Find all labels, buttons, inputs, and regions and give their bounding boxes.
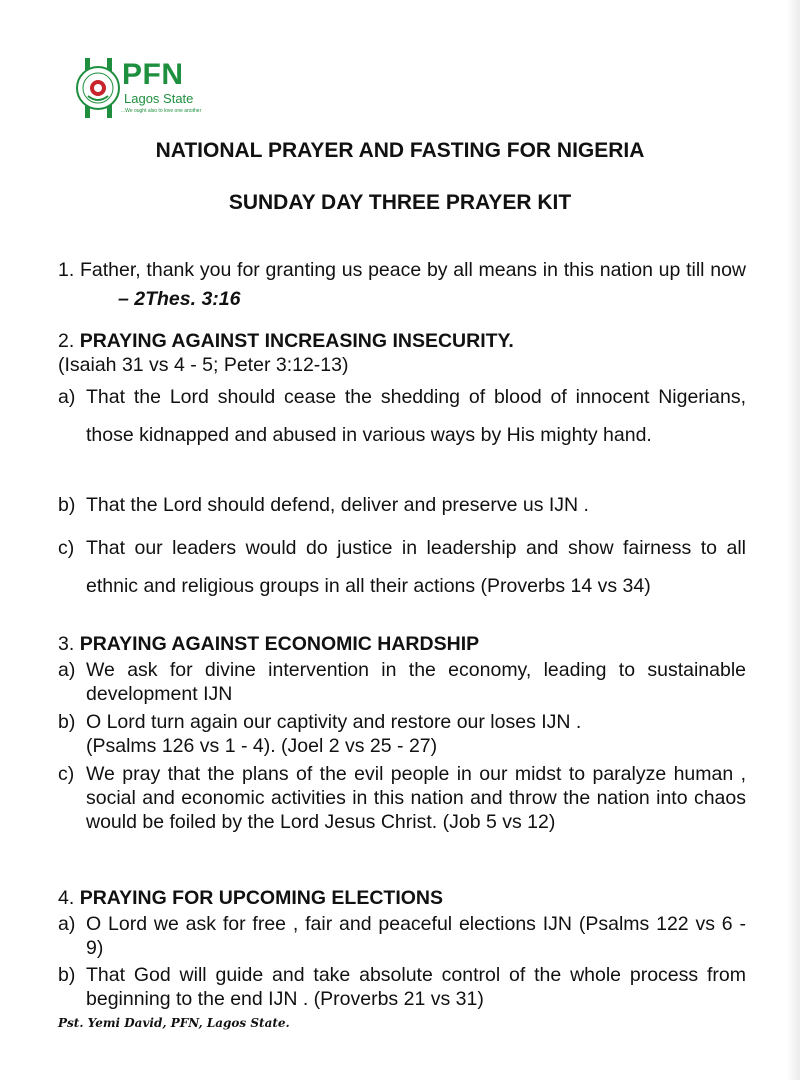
item-text: That our leaders would do justice in leadership and show fairness to all ethnic and religious groups in all their actions (Proverbs 14 vs 34) bbox=[86, 537, 746, 597]
section-2-item-b bbox=[58, 491, 746, 519]
pfn-logo bbox=[74, 56, 224, 122]
page-edge-shadow bbox=[786, 0, 800, 1080]
section-2-heading bbox=[58, 329, 514, 353]
section-4-heading bbox=[58, 886, 443, 910]
point-1-text: 1. Father, thank you for granting us peace by all means in this nation up till now bbox=[58, 259, 746, 281]
item-text: O Lord we ask for free , fair and peaceful elections IJN (Psalms 122 vs 6 - 9) bbox=[86, 913, 746, 959]
section-2-title: PRAYING AGAINST INCREASING INSECURITY. bbox=[79, 330, 514, 352]
section-4-item-b bbox=[58, 963, 746, 1011]
section-3-title: PRAYING AGAINST ECONOMIC HARDSHIP bbox=[79, 633, 480, 655]
item-text-references: (Psalms 126 vs 1 - 4). (Joel 2 vs 25 - 27) bbox=[86, 735, 438, 757]
section-3-number: 3. bbox=[58, 633, 75, 655]
section-2-number: 2. bbox=[58, 330, 75, 352]
logo-region: Lagos State bbox=[124, 91, 194, 106]
section-4-title: PRAYING FOR UPCOMING ELECTIONS bbox=[79, 887, 443, 909]
item-letter: b) bbox=[58, 494, 76, 516]
item-letter: c) bbox=[58, 763, 75, 785]
section-3-item-a bbox=[58, 658, 746, 706]
item-text: We ask for divine intervention in the economy, leading to sustainable development IJN bbox=[86, 659, 746, 705]
section-2-item-a bbox=[58, 378, 746, 454]
item-text: We pray that the plans of the evil people in our midst to paralyze human , social and economic activities in this nation and throw the nation into chaos would be foiled by the Lord Jesus Christ. (Job 5 vs 12) bbox=[86, 763, 746, 833]
logo-tagline: ...We ought also to love one another bbox=[121, 108, 202, 114]
item-letter: b) bbox=[58, 711, 76, 733]
document-subtitle: SUNDAY DAY THREE PRAYER KIT bbox=[228, 191, 572, 214]
logo-wordmark: PFN bbox=[122, 58, 184, 91]
item-letter: b) bbox=[58, 964, 76, 986]
point-1 bbox=[58, 256, 746, 314]
item-text: That the Lord should defend, deliver and preserve us IJN . bbox=[86, 494, 589, 516]
section-4-item-a bbox=[58, 912, 746, 960]
point-1-reference: – 2Thes. 3:16 bbox=[118, 288, 241, 310]
section-4-number: 4. bbox=[58, 887, 75, 909]
section-3-item-c bbox=[58, 762, 746, 834]
item-letter: c) bbox=[58, 537, 75, 559]
pfn-emblem-icon bbox=[74, 56, 122, 122]
item-text: O Lord turn again our captivity and restore our loses IJN . bbox=[86, 711, 582, 733]
document-title: NATIONAL PRAYER AND FASTING FOR NIGERIA bbox=[155, 139, 645, 162]
item-letter: a) bbox=[58, 659, 76, 681]
section-2-item-c bbox=[58, 529, 746, 605]
section-3-heading bbox=[58, 632, 479, 656]
section-3-item-b bbox=[58, 710, 746, 758]
item-text: That God will guide and take absolute control of the whole process from beginning to the end IJN . (Proverbs 21 vs 31) bbox=[86, 964, 746, 1010]
item-text: That the Lord should cease the shedding of blood of innocent Nigerians, those kidnapped and abused in various ways by His mighty hand. bbox=[86, 386, 746, 446]
signature: Pst. Yemi David, PFN, Lagos State. bbox=[58, 1016, 290, 1030]
section-2-references: (Isaiah 31 vs 4 - 5; Peter 3:12-13) bbox=[58, 354, 349, 376]
item-letter: a) bbox=[58, 913, 76, 935]
item-letter: a) bbox=[58, 386, 76, 408]
